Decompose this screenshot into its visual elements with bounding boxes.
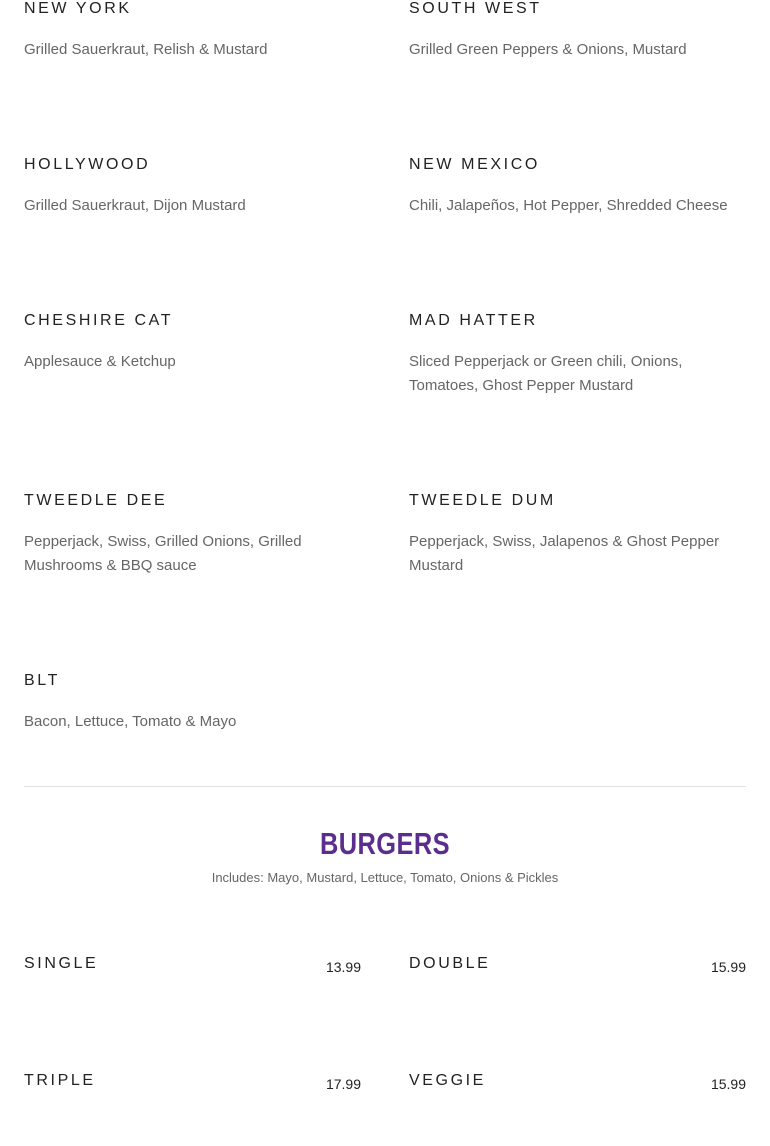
menu-item-cheshire-cat — [24, 312, 369, 374]
section-subtitle: Includes: Mayo, Mustard, Lettuce, Tomato, Onions & Pickles — [211, 870, 559, 885]
item-name: TWEEDLE DUM — [409, 492, 556, 509]
item-name: DOUBLE — [409, 955, 491, 972]
item-description: Sliced Pepperjack or Green chili, Onions, Tomatoes, Ghost Pepper Mustard — [409, 353, 683, 394]
item-description: Bacon, Lettuce, Tomato & Mayo — [24, 713, 237, 730]
item-description: Pepperjack, Swiss, Grilled Onions, Grilled Mushrooms & BBQ sauce — [24, 533, 302, 574]
menu-item-triple — [24, 1072, 361, 1094]
menu-item-tweedle-dum — [409, 492, 754, 578]
item-description: Chili, Jalapeños, Hot Pepper, Shredded Cheese — [409, 197, 728, 214]
item-description: Pepperjack, Swiss, Jalapenos & Ghost Pepper Mustard — [409, 533, 720, 574]
menu-item-single — [24, 955, 361, 977]
menu-item-mad-hatter — [409, 312, 754, 398]
item-name: TRIPLE — [24, 1072, 96, 1089]
menu-item-hollywood — [24, 156, 369, 218]
item-name: NEW MEXICO — [409, 156, 540, 173]
item-name: SOUTH WEST — [409, 0, 542, 17]
item-price: 13.99 — [325, 959, 361, 975]
item-name: BLT — [24, 672, 60, 689]
item-price: 15.99 — [710, 959, 746, 975]
menu-item-blt — [24, 672, 369, 734]
item-price: 15.99 — [710, 1076, 746, 1092]
section-divider — [24, 786, 746, 787]
item-name: CHESHIRE CAT — [24, 312, 174, 329]
item-name: TWEEDLE DEE — [24, 492, 168, 509]
menu-item-new-mexico — [409, 156, 754, 218]
item-description: Applesauce & Ketchup — [24, 353, 176, 370]
menu-item-double — [409, 955, 746, 977]
item-price: 17.99 — [325, 1076, 361, 1092]
menu-item-south-west — [409, 0, 754, 62]
menu-item-new-york — [24, 0, 369, 62]
item-description: Grilled Sauerkraut, Relish & Mustard — [24, 41, 268, 58]
item-description: Grilled Green Peppers & Onions, Mustard — [409, 41, 687, 58]
section-title: BURGERS — [320, 826, 450, 861]
item-name: NEW YORK — [24, 0, 132, 17]
item-name: HOLLYWOOD — [24, 156, 151, 173]
item-description: Grilled Sauerkraut, Dijon Mustard — [24, 197, 246, 214]
item-name: SINGLE — [24, 955, 99, 972]
item-name: VEGGIE — [409, 1072, 486, 1089]
menu-item-tweedle-dee — [24, 492, 369, 578]
menu-item-veggie — [409, 1072, 746, 1094]
item-name: MAD HATTER — [409, 312, 538, 329]
